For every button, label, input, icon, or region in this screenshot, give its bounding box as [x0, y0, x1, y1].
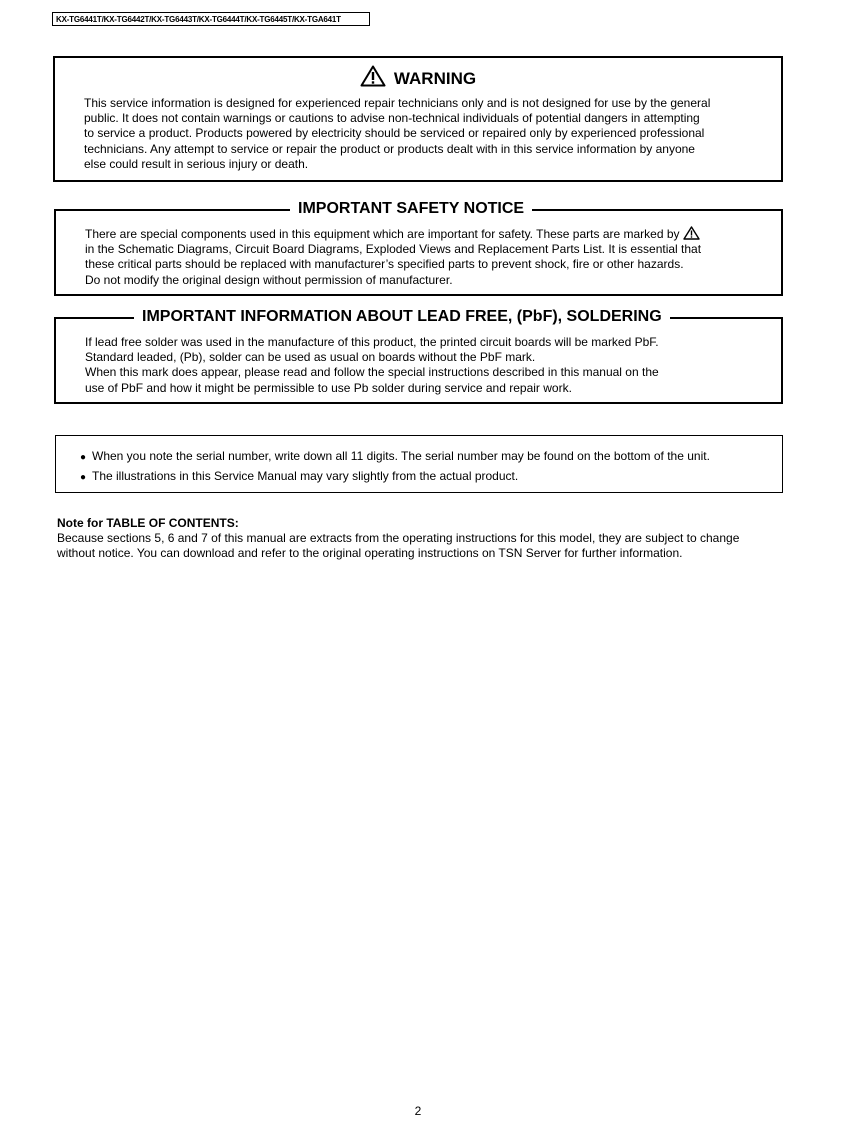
safety-line: [85, 226, 775, 242]
bullet-icon: ●: [80, 472, 87, 483]
bullet-icon: ●: [80, 452, 87, 463]
safety-mark-icon: [683, 226, 700, 240]
warning-triangle-icon: [360, 65, 386, 87]
toc-note-title: Note for TABLE OF CONTENTS:: [57, 516, 239, 530]
toc-note-line: Because sections 5, 6 and 7 of this manual are extracts from the operating instructions for this model, they are subject to change: [57, 531, 740, 545]
lead-free-line: use of PbF and how it might be permissible to use Pb solder during service and repair work.: [85, 380, 572, 395]
warning-line: public. It does not contain warnings or cautions to advise non-technical individuals of potential dangers in attempting: [84, 111, 700, 126]
safety-line: in the Schematic Diagrams, Circuit Board Diagrams, Exploded Views and Replacement Parts List. It is essential that: [85, 242, 702, 257]
warning-line: to service a product. Products powered by electricity should be serviced or repaired only by experienced professional: [84, 126, 705, 141]
warning-title: WARNING: [393, 69, 477, 88]
lead-free-text: [85, 335, 745, 396]
note-text: When you note the serial number, write down all 11 digits. The serial number may be found on the bottom of the unit.: [92, 449, 710, 463]
list-item: [80, 447, 710, 467]
notes-list: [80, 447, 710, 487]
safety-notice-title: IMPORTANT SAFETY NOTICE: [290, 199, 532, 219]
safety-line: Do not modify the original design without permission of manufacturer.: [85, 272, 453, 287]
warning-box: [53, 56, 783, 182]
page-number: 2: [414, 1104, 422, 1118]
warning-text: [84, 96, 764, 172]
safety-notice-text: [85, 226, 775, 288]
lead-free-line: If lead free solder was used in the manufacture of this product, the printed circuit boards will be marked PbF.: [85, 335, 659, 349]
lead-free-line: When this mark does appear, please read and follow the special instructions described in this manual on the: [85, 365, 659, 380]
safety-line-text: There are special components used in this equipment which are important for safety. These parts are marked by: [85, 227, 680, 241]
lead-free-line: Standard leaded, (Pb), solder can be used as usual on boards without the PbF mark.: [85, 350, 536, 365]
model-number-header: KX-TG6441T/KX-TG6442T/KX-TG6443T/KX-TG6444T/KX-TG6445T/KX-TGA641T: [52, 12, 370, 26]
lead-free-title: IMPORTANT INFORMATION ABOUT LEAD FREE, (PbF), SOLDERING: [134, 307, 670, 327]
note-text: The illustrations in this Service Manual may vary slightly from the actual product.: [92, 469, 519, 483]
toc-note-line: without notice. You can download and refer to the original operating instructions on TSN Server for further information.: [57, 546, 683, 560]
warning-heading: [55, 65, 781, 93]
notes-box: [55, 435, 783, 493]
lead-free-box: [54, 308, 783, 404]
toc-note: [57, 516, 797, 561]
warning-line: else could result in serious injury or death.: [84, 156, 309, 171]
list-item: [80, 467, 710, 487]
safety-line: these critical parts should be replaced with manufacturer’s specified parts to prevent shock, fire or other hazards.: [85, 257, 684, 272]
warning-line: technicians. Any attempt to service or repair the product or products dealt with in this service information by anyone: [84, 141, 695, 156]
warning-line: This service information is designed for experienced repair technicians only and is not designed for use by the general: [84, 96, 711, 110]
safety-notice-box: [54, 200, 783, 296]
